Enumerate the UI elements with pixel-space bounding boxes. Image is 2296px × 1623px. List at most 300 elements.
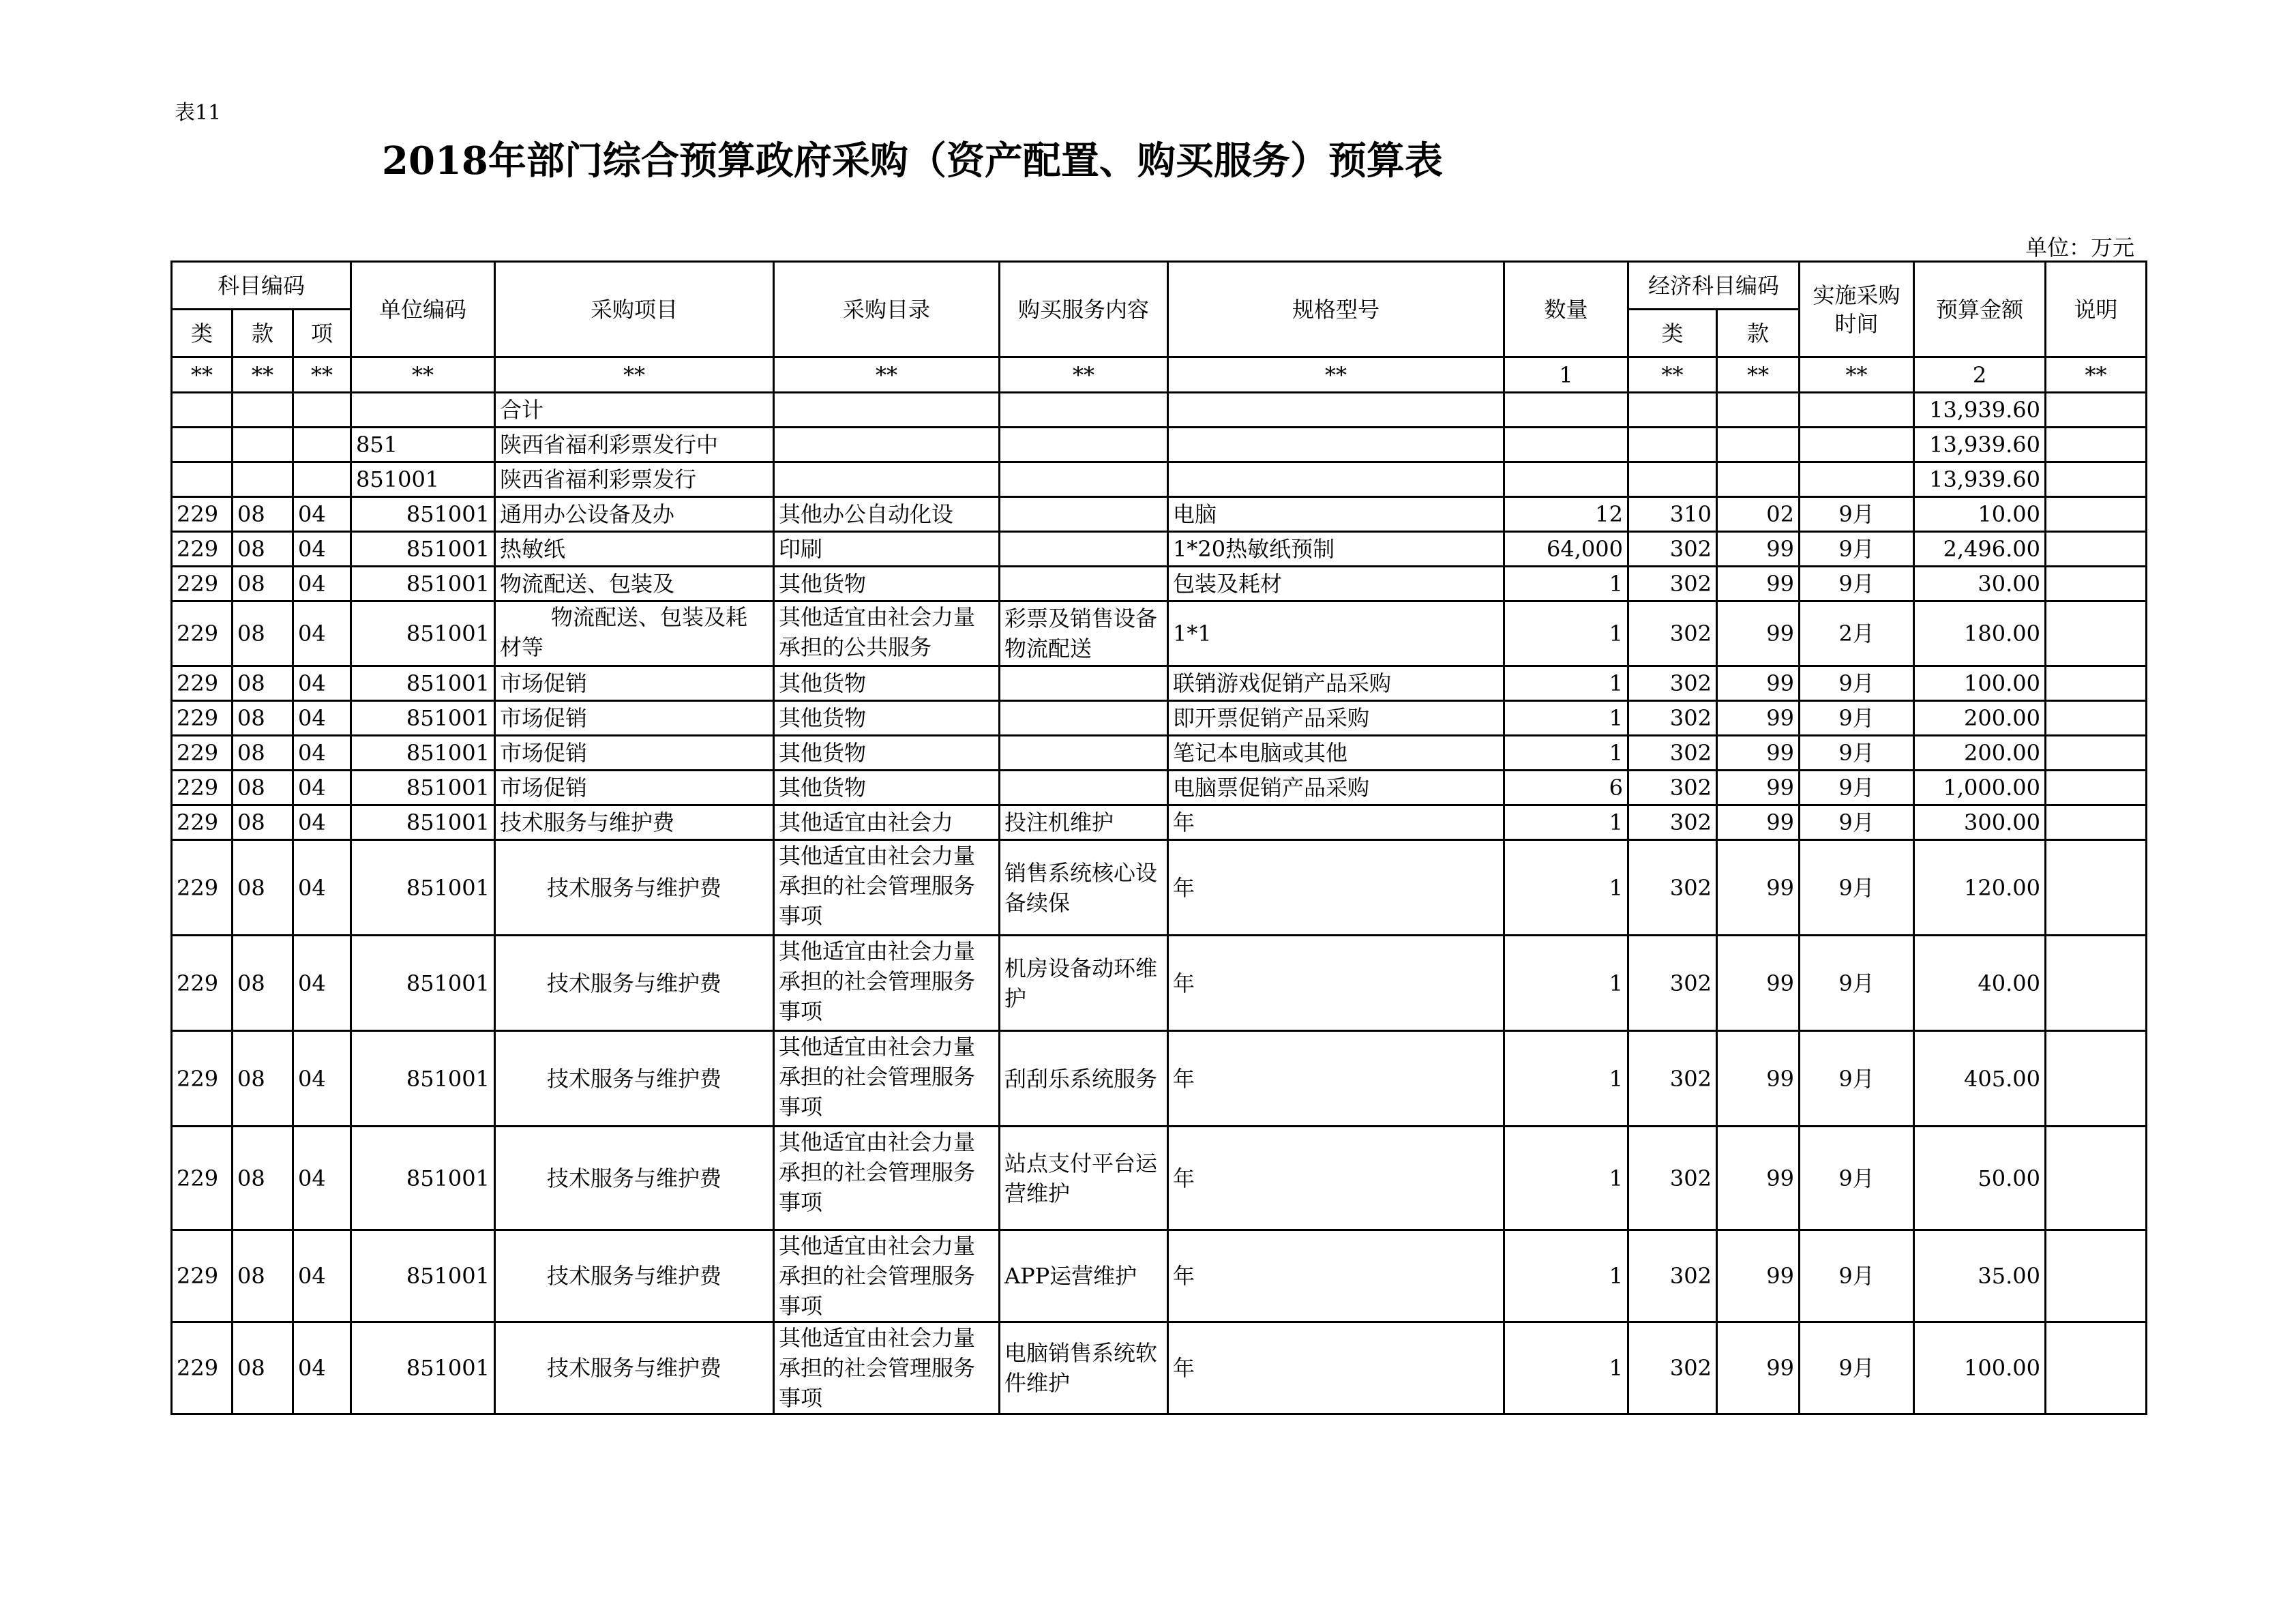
cell-unit-code: 851001 [351,601,495,666]
cell-spec [1168,393,1504,428]
cell-amount: 300.00 [1914,805,2046,840]
cell-kuan: 08 [233,1322,293,1414]
cell-catalog [774,462,1000,497]
cell-lei: 229 [172,805,233,840]
cell-econ-lei: 302 [1628,1127,1717,1230]
table-row [172,567,2147,601]
cell-kuan: 08 [233,771,293,805]
cell-catalog: 印刷 [774,532,1000,567]
cell-econ-kuan [1717,428,1800,462]
cell-spec: 年 [1168,805,1504,840]
cell-econ-lei [1628,393,1717,428]
cell-spec: 年 [1168,936,1504,1031]
cell-time: 2月 [1800,601,1914,666]
cell-service: APP运营维护 [1000,1230,1168,1322]
cell-amount: 13,939.60 [1914,428,2046,462]
table-row [172,601,2147,666]
cell-item: 技术服务与维护费 [495,1230,774,1322]
cell-time: 9月 [1800,1322,1914,1414]
table-row [172,666,2147,701]
cell-lei: 229 [172,1322,233,1414]
cell-amount: 100.00 [1914,666,2046,701]
cell-spec: 年 [1168,1322,1504,1414]
cell-spec: 笔记本电脑或其他 [1168,736,1504,771]
cell-xiang: 04 [293,1322,351,1414]
cell-kuan: ** [233,357,293,393]
cell-service [1000,736,1168,771]
cell-item: 技术服务与维护费 [495,840,774,936]
cell-spec: 1*1 [1168,601,1504,666]
table-row [172,701,2147,736]
cell-time: 9月 [1800,532,1914,567]
cell-qty: 1 [1504,736,1628,771]
cell-econ-kuan [1717,393,1800,428]
cell-spec: 年 [1168,1230,1504,1322]
table-row [172,840,2147,936]
cell-time: 9月 [1800,567,1914,601]
cell-xiang: 04 [293,497,351,532]
cell-econ-lei: 302 [1628,840,1717,936]
cell-qty: 1 [1504,1322,1628,1414]
cell-lei: 229 [172,1230,233,1322]
cell-unit-code: 851001 [351,1322,495,1414]
cell-kuan: 08 [233,701,293,736]
header-xiang: 项 [293,310,351,357]
cell-qty: 1 [1504,936,1628,1031]
cell-service [1000,771,1168,805]
cell-catalog: 其他适宜由社会力量承担的社会管理服务事项 [774,1322,1000,1414]
cell-qty [1504,428,1628,462]
table-row [172,936,2147,1031]
cell-item: 物流配送、包装及耗材等 [495,601,774,666]
summary-row [172,428,2147,462]
cell-xiang: 04 [293,805,351,840]
cell-catalog: 其他适宜由社会力量承担的社会管理服务事项 [774,1127,1000,1230]
cell-spec: 1*20热敏纸预制 [1168,532,1504,567]
cell-item: 通用办公设备及办 [495,497,774,532]
header-unit-code: 单位编码 [351,262,495,357]
cell-qty: 1 [1504,701,1628,736]
cell-service [1000,567,1168,601]
cell-amount: 100.00 [1914,1322,2046,1414]
cell-xiang: 04 [293,701,351,736]
header-amount: 预算金额 [1914,262,2046,357]
cell-service [1000,462,1168,497]
cell-econ-kuan: 99 [1717,1230,1800,1322]
cell-unit-code: 851001 [351,1031,495,1127]
cell-kuan: 08 [233,532,293,567]
cell-service [1000,497,1168,532]
cell-amount: 405.00 [1914,1031,2046,1127]
cell-note [2046,567,2147,601]
cell-econ-kuan: 99 [1717,532,1800,567]
cell-unit-code: 851001 [351,736,495,771]
cell-econ-lei: 302 [1628,736,1717,771]
cell-note [2046,1322,2147,1414]
cell-catalog: ** [774,357,1000,393]
cell-time [1800,393,1914,428]
header-item: 采购项目 [495,262,774,357]
cell-spec: 电脑 [1168,497,1504,532]
cell-econ-kuan: 02 [1717,497,1800,532]
cell-time: 9月 [1800,497,1914,532]
cell-lei: 229 [172,701,233,736]
cell-econ-lei: 302 [1628,805,1717,840]
cell-qty: 1 [1504,567,1628,601]
table-row [172,1031,2147,1127]
cell-lei: 229 [172,1127,233,1230]
cell-item: 技术服务与维护费 [495,1127,774,1230]
cell-econ-kuan: 99 [1717,840,1800,936]
cell-econ-lei: 302 [1628,532,1717,567]
cell-qty: 1 [1504,666,1628,701]
header-note: 说明 [2046,262,2147,357]
cell-econ-kuan: 99 [1717,1127,1800,1230]
cell-econ-kuan: 99 [1717,601,1800,666]
cell-item: 市场促销 [495,736,774,771]
cell-time [1800,462,1914,497]
cell-kuan: 08 [233,805,293,840]
cell-lei: 229 [172,736,233,771]
cell-econ-kuan: 99 [1717,666,1800,701]
cell-spec [1168,428,1504,462]
cell-time: 9月 [1800,1230,1914,1322]
cell-time: ** [1800,357,1914,393]
cell-kuan: 08 [233,1127,293,1230]
cell-note [2046,936,2147,1031]
cell-xiang [293,393,351,428]
cell-econ-lei [1628,428,1717,462]
cell-note [2046,771,2147,805]
cell-item: 陕西省福利彩票发行中 [495,428,774,462]
table-row [172,532,2147,567]
cell-econ-lei [1628,462,1717,497]
cell-catalog: 其他货物 [774,701,1000,736]
cell-catalog: 其他货物 [774,666,1000,701]
cell-econ-kuan [1717,462,1800,497]
cell-kuan: 08 [233,736,293,771]
cell-amount: 13,939.60 [1914,462,2046,497]
cell-xiang: ** [293,357,351,393]
cell-item: 市场促销 [495,771,774,805]
cell-time: 9月 [1800,736,1914,771]
cell-note [2046,428,2147,462]
cell-spec: ** [1168,357,1504,393]
cell-econ-lei: 302 [1628,936,1717,1031]
cell-amount: 10.00 [1914,497,2046,532]
cell-note [2046,1127,2147,1230]
cell-qty: 1 [1504,840,1628,936]
cell-service: 刮刮乐系统服务 [1000,1031,1168,1127]
cell-xiang: 04 [293,771,351,805]
cell-lei [172,393,233,428]
cell-kuan: 08 [233,567,293,601]
cell-note [2046,805,2147,840]
cell-econ-kuan: 99 [1717,567,1800,601]
cell-item: 技术服务与维护费 [495,1031,774,1127]
cell-econ-kuan: 99 [1717,1031,1800,1127]
cell-item: 合计 [495,393,774,428]
cell-unit-code: 851001 [351,497,495,532]
cell-lei: 229 [172,1031,233,1127]
cell-catalog: 其他适宜由社会力量承担的社会管理服务事项 [774,1230,1000,1322]
table-row [172,1322,2147,1414]
cell-qty: 6 [1504,771,1628,805]
cell-amount: 120.00 [1914,840,2046,936]
cell-note [2046,701,2147,736]
header-spec: 规格型号 [1168,262,1504,357]
header-econ-kuan: 款 [1717,310,1800,357]
cell-econ-kuan: 99 [1717,771,1800,805]
cell-unit-code: 851001 [351,567,495,601]
cell-amount: 40.00 [1914,936,2046,1031]
cell-note [2046,601,2147,666]
table-row [172,1127,2147,1230]
cell-kuan: 08 [233,840,293,936]
cell-econ-lei: 302 [1628,601,1717,666]
cell-service [1000,393,1168,428]
cell-spec: 联销游戏促销产品采购 [1168,666,1504,701]
cell-qty: 1 [1504,601,1628,666]
cell-unit-code: 851001 [351,805,495,840]
cell-time: 9月 [1800,1031,1914,1127]
cell-service [1000,666,1168,701]
cell-econ-lei: 310 [1628,497,1717,532]
cell-unit-code [351,393,495,428]
cell-kuan: 08 [233,497,293,532]
cell-amount: 2,496.00 [1914,532,2046,567]
cell-amount: 13,939.60 [1914,393,2046,428]
cell-amount: 30.00 [1914,567,2046,601]
cell-econ-lei: 302 [1628,1322,1717,1414]
cell-kuan [233,428,293,462]
cell-service: ** [1000,357,1168,393]
cell-unit-code: 851001 [351,840,495,936]
cell-amount: 180.00 [1914,601,2046,666]
cell-lei: 229 [172,771,233,805]
cell-lei: ** [172,357,233,393]
document-title: 2018年部门综合预算政府采购（资产配置、购买服务）预算表 [382,138,1443,183]
cell-catalog: 其他适宜由社会力量承担的社会管理服务事项 [774,840,1000,936]
cell-spec: 包装及耗材 [1168,567,1504,601]
cell-kuan: 08 [233,601,293,666]
table-row [172,497,2147,532]
cell-service: 销售系统核心设备续保 [1000,840,1168,936]
cell-lei [172,462,233,497]
cell-qty: 1 [1504,1031,1628,1127]
cell-kuan: 08 [233,666,293,701]
cell-unit-code: 851001 [351,532,495,567]
cell-econ-kuan: 99 [1717,805,1800,840]
cell-spec: 年 [1168,1031,1504,1127]
cell-item: 市场促销 [495,666,774,701]
cell-xiang: 04 [293,1230,351,1322]
cell-econ-kuan: 99 [1717,936,1800,1031]
cell-catalog: 其他货物 [774,736,1000,771]
cell-spec [1168,462,1504,497]
cell-qty: 1 [1504,805,1628,840]
header-lei: 类 [172,310,233,357]
cell-xiang [293,428,351,462]
cell-item: 热敏纸 [495,532,774,567]
cell-lei: 229 [172,601,233,666]
cell-service: 彩票及销售设备物流配送 [1000,601,1168,666]
cell-note [2046,840,2147,936]
cell-econ-kuan: 99 [1717,736,1800,771]
cell-econ-kuan: ** [1717,357,1800,393]
cell-qty: 1 [1504,357,1628,393]
cell-qty: 12 [1504,497,1628,532]
cell-time: 9月 [1800,701,1914,736]
cell-item: 物流配送、包装及 [495,567,774,601]
cell-spec: 电脑票促销产品采购 [1168,771,1504,805]
cell-item: ** [495,357,774,393]
cell-time [1800,428,1914,462]
cell-note [2046,532,2147,567]
cell-amount: 200.00 [1914,701,2046,736]
cell-service [1000,701,1168,736]
header-econ-code: 经济科目编码 [1628,262,1800,310]
cell-xiang: 04 [293,532,351,567]
cell-spec: 年 [1168,1127,1504,1230]
header-row-1 [172,262,2147,310]
cell-time: 9月 [1800,936,1914,1031]
cell-note [2046,736,2147,771]
cell-lei [172,428,233,462]
header-econ-lei: 类 [1628,310,1717,357]
cell-service [1000,532,1168,567]
cell-econ-lei: 302 [1628,1031,1717,1127]
cell-econ-lei: ** [1628,357,1717,393]
cell-xiang: 04 [293,601,351,666]
cell-kuan: 08 [233,936,293,1031]
cell-note [2046,393,2147,428]
cell-note [2046,1031,2147,1127]
cell-econ-lei: 302 [1628,701,1717,736]
cell-xiang [293,462,351,497]
cell-qty: 1 [1504,1127,1628,1230]
cell-amount: 35.00 [1914,1230,2046,1322]
cell-time: 9月 [1800,771,1914,805]
cell-spec: 即开票促销产品采购 [1168,701,1504,736]
cell-xiang: 04 [293,666,351,701]
cell-xiang: 04 [293,567,351,601]
cell-kuan: 08 [233,1230,293,1322]
cell-catalog: 其他适宜由社会力量承担的公共服务 [774,601,1000,666]
cell-unit-code: 851001 [351,462,495,497]
cell-time: 9月 [1800,1127,1914,1230]
cell-xiang: 04 [293,736,351,771]
cell-item: 市场促销 [495,701,774,736]
cell-econ-kuan: 99 [1717,701,1800,736]
cell-item: 陕西省福利彩票发行 [495,462,774,497]
table-row [172,805,2147,840]
cell-xiang: 04 [293,840,351,936]
cell-note [2046,497,2147,532]
cell-amount: 2 [1914,357,2046,393]
cell-qty [1504,393,1628,428]
cell-unit-code: ** [351,357,495,393]
cell-catalog: 其他适宜由社会力量承担的社会管理服务事项 [774,1031,1000,1127]
table-row [172,1230,2147,1322]
cell-service: 投注机维护 [1000,805,1168,840]
table-row [172,771,2147,805]
cell-catalog: 其他办公自动化设 [774,497,1000,532]
header-qty: 数量 [1504,262,1628,357]
header-subject-code: 科目编码 [172,262,351,310]
cell-qty: 1 [1504,1230,1628,1322]
cell-note [2046,1230,2147,1322]
cell-amount: 200.00 [1914,736,2046,771]
cell-unit-code: 851001 [351,666,495,701]
cell-lei: 229 [172,936,233,1031]
cell-service [1000,428,1168,462]
table-number: 表11 [175,101,222,125]
marker-row [172,357,2147,393]
cell-note [2046,462,2147,497]
header-time: 实施采购时间 [1800,262,1914,357]
cell-qty: 64,000 [1504,532,1628,567]
cell-unit-code: 851 [351,428,495,462]
cell-time: 9月 [1800,840,1914,936]
cell-catalog [774,428,1000,462]
cell-econ-lei: 302 [1628,1230,1717,1322]
cell-xiang: 04 [293,936,351,1031]
cell-kuan: 08 [233,1031,293,1127]
cell-econ-lei: 302 [1628,666,1717,701]
cell-lei: 229 [172,840,233,936]
cell-qty [1504,462,1628,497]
cell-spec: 年 [1168,840,1504,936]
cell-xiang: 04 [293,1031,351,1127]
header-service: 购买服务内容 [1000,262,1168,357]
header-catalog: 采购目录 [774,262,1000,357]
budget-table [170,260,2147,1415]
cell-lei: 229 [172,532,233,567]
cell-unit-code: 851001 [351,1127,495,1230]
cell-unit-code: 851001 [351,701,495,736]
cell-kuan [233,393,293,428]
cell-item: 技术服务与维护费 [495,1322,774,1414]
cell-catalog: 其他货物 [774,567,1000,601]
cell-unit-code: 851001 [351,936,495,1031]
cell-econ-kuan: 99 [1717,1322,1800,1414]
table-row [172,736,2147,771]
cell-service: 站点支付平台运营维护 [1000,1127,1168,1230]
cell-note [2046,666,2147,701]
cell-amount: 50.00 [1914,1127,2046,1230]
cell-econ-lei: 302 [1628,771,1717,805]
cell-kuan [233,462,293,497]
cell-catalog [774,393,1000,428]
cell-lei: 229 [172,497,233,532]
cell-catalog: 其他适宜由社会力 [774,805,1000,840]
cell-service: 机房设备动环维护 [1000,936,1168,1031]
cell-unit-code: 851001 [351,771,495,805]
cell-time: 9月 [1800,805,1914,840]
cell-lei: 229 [172,666,233,701]
cell-catalog: 其他货物 [774,771,1000,805]
cell-amount: 1,000.00 [1914,771,2046,805]
unit-label: 单位：万元 [2025,235,2134,260]
cell-xiang: 04 [293,1127,351,1230]
cell-time: 9月 [1800,666,1914,701]
cell-lei: 229 [172,567,233,601]
summary-row [172,462,2147,497]
cell-service: 电脑销售系统软件维护 [1000,1322,1168,1414]
cell-item: 技术服务与维护费 [495,805,774,840]
cell-unit-code: 851001 [351,1230,495,1322]
